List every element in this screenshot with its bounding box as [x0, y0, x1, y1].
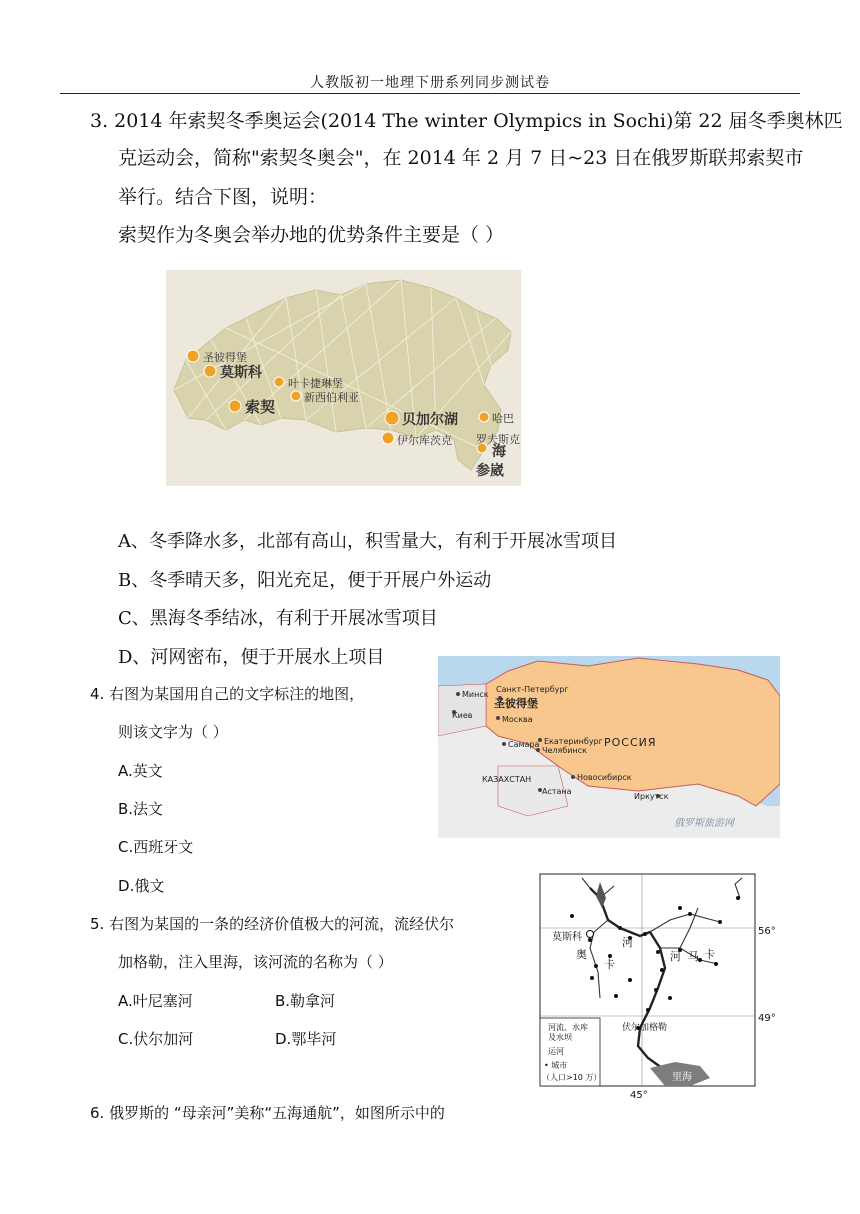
q5-volga-map: [530, 868, 800, 1102]
q3-option-d: D、河网密布，便于开展水上项目: [118, 647, 385, 668]
volga-legend-2: 及水坝: [548, 1033, 572, 1042]
q3-line-2: 克运动会，简称"索契冬奥会"，在 2014 年 2 月 7 日~23 日在俄罗斯联邦索契市: [118, 147, 804, 169]
q5-line-2: 加格勒，注入里海，该河流的名称为（ ）: [118, 953, 393, 971]
q4-russian-map: [438, 656, 780, 838]
volga-map-he-2: 河: [670, 950, 681, 963]
volga-map-lat-56: 56°: [758, 926, 776, 937]
header-rule: [60, 93, 800, 94]
map-ru-watermark: 俄罗斯旅游网: [674, 818, 734, 829]
map-label-vlad-3: 参崴: [476, 463, 504, 479]
volga-map-lat-49: 49°: [758, 1013, 776, 1024]
map-label-spb: 圣彼得堡: [203, 351, 247, 364]
q4-line-2: 则该文字为（ ）: [118, 723, 228, 741]
q4-option-c: C.西班牙文: [118, 838, 194, 856]
q3-option-b: B、冬季晴天多，阳光充足，便于开展户外运动: [118, 570, 492, 591]
volga-map-moscow: 莫斯科: [552, 932, 582, 943]
map-label-harbin: 哈巴: [492, 412, 514, 425]
map-label-baikal: 贝加尔湖: [402, 412, 458, 428]
q5-option-d: D.鄂毕河: [275, 1030, 337, 1048]
volga-legend-3: 运河: [548, 1047, 564, 1056]
map-ru-kiev: Киев: [452, 711, 473, 720]
volga-map-ao: 奥: [576, 948, 587, 961]
map-ru-spb-cn: 圣彼得堡: [494, 697, 538, 710]
map-ru-moscow: Москва: [502, 715, 533, 724]
q5-option-a: A.叶尼塞河: [118, 992, 193, 1010]
volga-legend-1: 河流、水库: [548, 1023, 588, 1032]
map-ru-astana: Астана: [542, 787, 572, 796]
q3-russia-map: [166, 270, 521, 486]
volga-map-lon-45: 45°: [630, 1090, 648, 1101]
volga-map-ma: 马: [688, 950, 699, 963]
q3-line-3: 举行。结合下图，说明：: [118, 186, 328, 208]
q5-option-c: C.伏尔加河: [118, 1030, 194, 1048]
map-ru-kz: КАЗАХСТАН: [482, 775, 532, 784]
map-ru-spb: Санкт-Петербург: [496, 685, 569, 694]
map-label-ekb: 叶卡捷琳堡: [288, 377, 343, 390]
q3-line-1: 3. 2014 年索契冬季奥运会(2014 The winter Olympics in Sochi)第 22 届冬季奥林匹: [90, 110, 843, 132]
q5-line-1: 5. 右图为某国的一条的经济价值极大的河流，流经伏尔: [90, 915, 455, 933]
map-label-vlad-1: 罗夫斯克: [476, 433, 520, 446]
q4-option-b: B.法文: [118, 800, 164, 818]
map-ru-ekb: Екатеринбург: [544, 737, 603, 746]
q3-option-c: C、黑海冬季结冰，有利于开展冰雪项目: [118, 608, 438, 629]
volga-map-volgograd: 伏尔加格勒: [622, 1023, 668, 1033]
q4-option-d: D.俄文: [118, 877, 165, 895]
q3-option-a: A、冬季降水多，北部有高山，积雪量大，有利于开展冰雪项目: [118, 531, 617, 552]
volga-map-ke: 卡: [704, 948, 715, 961]
map-ru-nsk: Новосибирск: [577, 773, 632, 782]
map-label-vlad-2: 海: [492, 444, 506, 460]
map-label-nsk: 新西伯利亚: [304, 391, 359, 404]
map-ru-irkutsk: Иркутск: [634, 792, 669, 801]
volga-map-ka: 卡: [604, 958, 615, 971]
volga-map-caspian: 里海: [672, 1072, 692, 1083]
map-ru-russia: РОССИЯ: [604, 736, 657, 749]
page-header: 人教版初一地理下册系列同步测试卷: [310, 75, 550, 91]
q6-line-1: 6. 俄罗斯的 “母亲河”美称“五海通航”，如图所示中的: [90, 1104, 445, 1122]
map-label-irkutsk: 伊尔库茨克: [397, 434, 452, 447]
q3-line-4: 索契作为冬奥会举办地的优势条件主要是（ ）: [118, 224, 505, 246]
q4-line-1: 4. 右图为某国用自己的文字标注的地图，: [90, 685, 365, 703]
q4-option-a: A.英文: [118, 762, 163, 780]
volga-legend-4: • 城市: [544, 1061, 568, 1070]
map-ru-minsk: Минск: [462, 690, 489, 699]
map-label-sochi: 索契: [245, 398, 276, 416]
volga-map-he-1: 河: [622, 936, 633, 949]
volga-legend-5: （人口>10 万）: [542, 1073, 602, 1082]
map-ru-samara: Самара: [508, 740, 540, 749]
q5-option-b: B.勒拿河: [275, 992, 336, 1010]
map-ru-chel: Челябинск: [542, 746, 587, 755]
map-label-moscow: 莫斯科: [220, 365, 262, 381]
